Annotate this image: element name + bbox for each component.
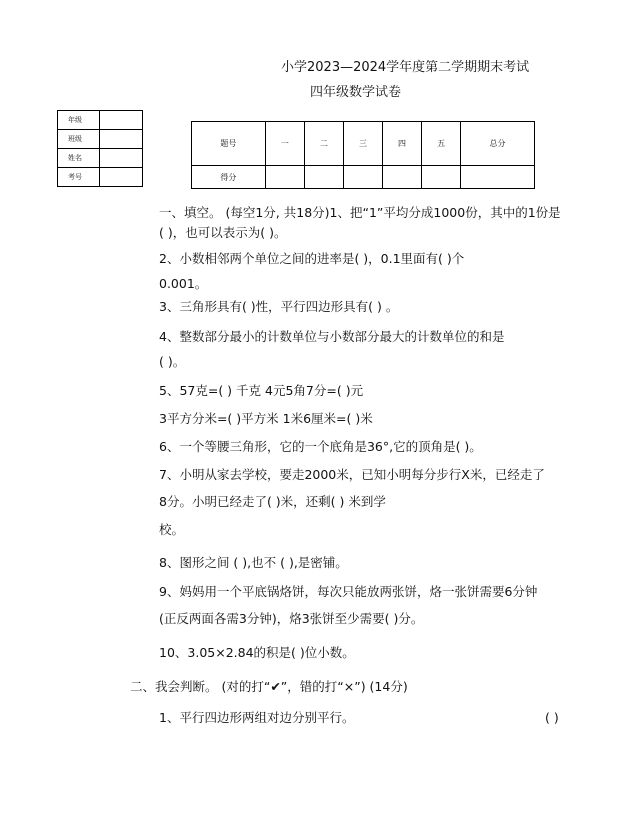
info-value[interactable] xyxy=(100,111,143,130)
score-cell[interactable] xyxy=(265,166,304,189)
score-cell[interactable] xyxy=(382,166,421,189)
question-line: 5、57克=( ) 千克 4元5角7分=( )元 xyxy=(159,383,364,398)
question-line: 10、3.05×2.84的积是( )位小数。 xyxy=(159,645,355,660)
info-value[interactable] xyxy=(100,149,143,168)
info-row xyxy=(58,168,143,187)
student-info-table xyxy=(57,110,143,187)
question-line: ( )。 xyxy=(159,354,186,369)
question-line: 7、小明从家去学校，要走2000米，已知小明每分步行X米，已经走了 xyxy=(159,467,545,482)
info-row xyxy=(58,149,143,168)
score-header-row xyxy=(192,122,535,166)
question-line: 9、妈妈用一个平底锅烙饼，每次只能放两张饼，烙一张饼需要6分钟 xyxy=(159,584,538,599)
question-line: ( )，也可以表示为( )。 xyxy=(159,225,287,240)
score-cell[interactable] xyxy=(304,166,343,189)
score-cell[interactable] xyxy=(461,166,535,189)
score-row-label: 得分 xyxy=(192,166,266,189)
info-row xyxy=(58,111,143,130)
info-value[interactable] xyxy=(100,168,143,187)
question-line: 8分。小明已经走了( )米，还剩( ) 米到学 xyxy=(159,494,386,509)
question-line: 6、一个等腰三角形，它的一个底角是36°,它的顶角是( )。 xyxy=(159,439,482,454)
score-header-cell: 三 xyxy=(343,122,382,166)
question-line: 8、图形之间 ( ),也不 ( ),是密铺。 xyxy=(159,555,348,570)
answer-paren[interactable]: ( ) xyxy=(545,710,559,725)
score-header-cell: 二 xyxy=(304,122,343,166)
question-line: 一、填空。 (每空1分, 共18分)1、把“1”平均分成1000份，其中的1份是 xyxy=(159,205,561,220)
info-label: 姓名 xyxy=(58,149,100,168)
exam-subtitle: 四年级数学试卷 xyxy=(310,85,402,100)
info-label: 班级 xyxy=(58,130,100,149)
question-line: 校。 xyxy=(159,522,185,537)
question-line: 2、小数相邻两个单位之间的进率是( )，0.1里面有( )个 xyxy=(159,251,465,266)
question-line: 3平方分米=( )平方米 1米6厘米=( )米 xyxy=(159,411,373,426)
score-cell[interactable] xyxy=(343,166,382,189)
question-line: 4、整数部分最小的计数单位与小数部分最大的计数单位的和是 xyxy=(159,329,505,344)
score-value-row xyxy=(192,166,535,189)
info-label: 考号 xyxy=(58,168,100,187)
score-header-cell: 一 xyxy=(265,122,304,166)
info-label: 年级 xyxy=(58,111,100,130)
score-header-cell: 四 xyxy=(382,122,421,166)
question-line: 1、平行四边形两组对边分别平行。 xyxy=(159,710,355,725)
score-table xyxy=(191,121,535,189)
score-header-cell: 总分 xyxy=(461,122,535,166)
question-line: (正反两面各需3分钟)，烙3张饼至少需要( )分。 xyxy=(159,611,424,626)
question-line: 3、三角形具有( )性，平行四边形具有( ) 。 xyxy=(159,299,399,314)
question-line: 0.001。 xyxy=(159,276,208,291)
section-heading: 二、我会判断。 (对的打“✔”，错的打“×”) (14分) xyxy=(130,679,408,694)
score-header-cell: 题号 xyxy=(192,122,266,166)
score-header-cell: 五 xyxy=(422,122,461,166)
score-cell[interactable] xyxy=(422,166,461,189)
info-value[interactable] xyxy=(100,130,143,149)
exam-title: 小学2023—2024学年度第二学期期末考试 xyxy=(281,60,530,75)
info-row xyxy=(58,130,143,149)
